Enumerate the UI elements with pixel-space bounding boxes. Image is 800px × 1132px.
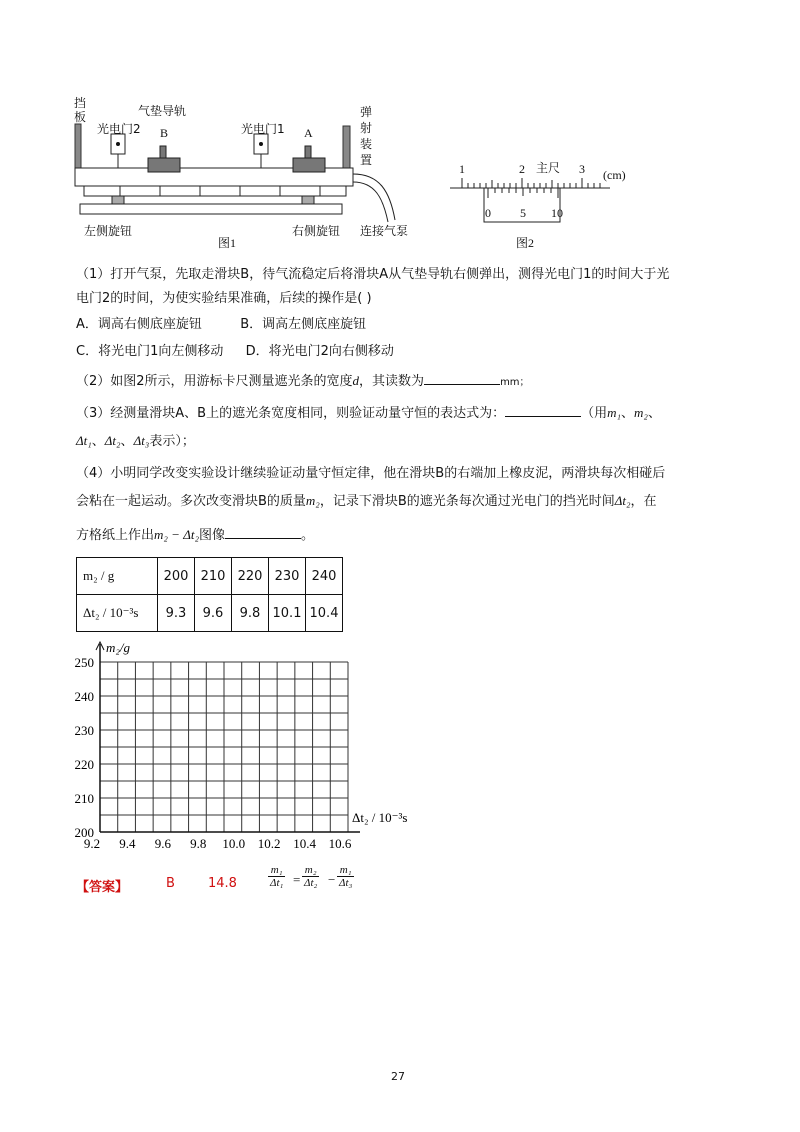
table-cell: 220 [232, 558, 269, 595]
slider-b-flag [160, 146, 166, 158]
answer-2: 14.8 [208, 876, 237, 891]
vernier-tick-5: 5 [520, 206, 526, 220]
track-label: 气垫导轨 [138, 104, 187, 118]
pump-label: 连接气泵 [360, 224, 409, 238]
table-cell: 240 [306, 558, 343, 595]
table-cell: 10.1 [269, 595, 306, 632]
x-tick-label: 9.4 [119, 836, 136, 851]
answer-equals: = [293, 872, 301, 887]
table-cell: 9.8 [232, 595, 269, 632]
main-scale-ticks [462, 178, 600, 188]
x-axis-label: Δt₂ / 10⁻³s [352, 810, 408, 825]
table-cell: 230 [269, 558, 306, 595]
y-tick-label: 240 [74, 689, 94, 704]
y-tick-label: 200 [74, 825, 94, 840]
y-tick-label: 250 [74, 655, 94, 670]
slider-a-flag [305, 146, 311, 158]
launcher-label: 弹 射 装 置 [360, 105, 373, 167]
table-cell: 10.4 [306, 595, 343, 632]
baffle-label: 挡板 [74, 96, 87, 124]
left-knob-label: 左侧旋钮 [84, 224, 133, 238]
option-a: A．调高右侧底座旋钮 [76, 317, 202, 332]
q4-line1: （4）小明同学改变实验设计继续验证动量守恒定律，他在滑块B的右端加上橡皮泥，两滑块每次相碰后 [76, 466, 666, 481]
track-base [84, 186, 346, 196]
q1-options-cd [76, 343, 394, 361]
option-c: C．将光电门1向左侧移动 [76, 344, 224, 359]
x-tick-label: 9.8 [190, 836, 207, 851]
main-tick-2: 2 [519, 162, 525, 176]
gate2-label: 光电门2 [97, 122, 141, 136]
page-number: 27 [391, 1070, 405, 1083]
x-tick-label: 10.6 [328, 836, 352, 851]
figure-1-caption: 图1 [218, 236, 237, 250]
gate1-label: 光电门1 [241, 122, 285, 136]
q2-answer-blank[interactable] [424, 371, 500, 385]
main-scale-label: 主尺 [536, 161, 561, 175]
q1-line1: （1）打开气泵，先取走滑块B，待气流稳定后将滑块A从气垫导轨右侧弹出，测得光电门1的时间大于光 [76, 267, 670, 282]
table-board [80, 204, 342, 214]
slider-b [148, 158, 180, 172]
answer-fraction-2: $\frac{\text{m₂}}{\text{Δt₂}}$ [304, 864, 318, 889]
table-header-m2: m₂ / g [77, 558, 158, 595]
x-tick-label: 9.2 [83, 836, 101, 851]
q1-line2: 电门2的时间，为使实验结果准确，后续的操作是( ) [76, 291, 372, 306]
q3-line2: Δt₁、Δt₂、Δt₃表示）； [76, 433, 195, 449]
q4-line3: 方格纸上作出m₂ − Δt₂图像 。 [76, 527, 314, 543]
right-foot [302, 196, 314, 204]
launcher-post [343, 126, 350, 168]
graph-paper [60, 632, 440, 852]
answer-minus: − [328, 872, 336, 887]
right-knob-label: 右侧旋钮 [292, 224, 341, 238]
y-tick-label: 210 [74, 791, 94, 806]
table-cell: 9.3 [158, 595, 195, 632]
answer-1: B [166, 876, 175, 891]
q4-answer-blank[interactable] [225, 525, 301, 539]
y-tick-label: 230 [74, 723, 94, 738]
answer-fraction-3: $\frac{\text{m₁}}{\text{Δt₃}}$ [339, 864, 353, 889]
slider-a-label: A [304, 126, 313, 140]
unit-label: (cm) [603, 168, 626, 182]
table-header-dt2: Δt₂ / 10⁻³s [77, 595, 158, 632]
option-b: B．调高左侧底座旋钮 [240, 317, 367, 332]
main-tick-1: 1 [459, 162, 465, 176]
table-cell: 200 [158, 558, 195, 595]
data-table [76, 557, 343, 632]
q1-options-ab [76, 316, 366, 334]
table-cell: 9.6 [195, 595, 232, 632]
table-row [77, 595, 343, 632]
slider-b-label: B [160, 126, 169, 140]
option-d: D．将光电门2向右侧移动 [245, 344, 394, 359]
x-tick-label: 9.6 [154, 836, 171, 851]
y-tick-label: 220 [74, 757, 94, 772]
x-tick-label: 10.2 [257, 836, 281, 851]
vernier-tick-0: 0 [485, 206, 491, 220]
vernier-tick-10: 10 [551, 206, 563, 220]
q4-line2: 会粘在一起运动。多次改变滑块B的质量m₂，记录下滑块B的遮光条每次通过光电门的挡光时间Δt₂，在 [76, 493, 657, 509]
q3-line1: （3）经测量滑块A、B上的遮光条宽度相同，则验证动量守恒的表达式为： （用m₁、m₂、 [76, 405, 661, 421]
figure-2-caption: 图2 [516, 236, 535, 250]
table-row [77, 558, 343, 595]
y-axis-label: m₂/g [106, 640, 131, 655]
figure-2-vernier-caliper [440, 166, 620, 226]
baffle-post [75, 124, 81, 168]
q2-line: （2）如图2所示，用游标卡尺测量遮光条的宽度d，其读数为 mm； [76, 373, 530, 389]
slider-a [293, 158, 325, 172]
x-tick-label: 10.4 [293, 836, 316, 851]
pump-hose [353, 174, 395, 220]
x-tick-label: 10.0 [222, 836, 246, 851]
answer-fraction-1: $\frac{\text{m₁}}{\text{Δt₁}}$ [270, 864, 284, 889]
answer-label: 【答案】 [76, 880, 129, 895]
q3-answer-blank[interactable] [505, 403, 581, 417]
main-tick-3: 3 [579, 162, 585, 176]
table-cell: 210 [195, 558, 232, 595]
left-foot [112, 196, 124, 204]
